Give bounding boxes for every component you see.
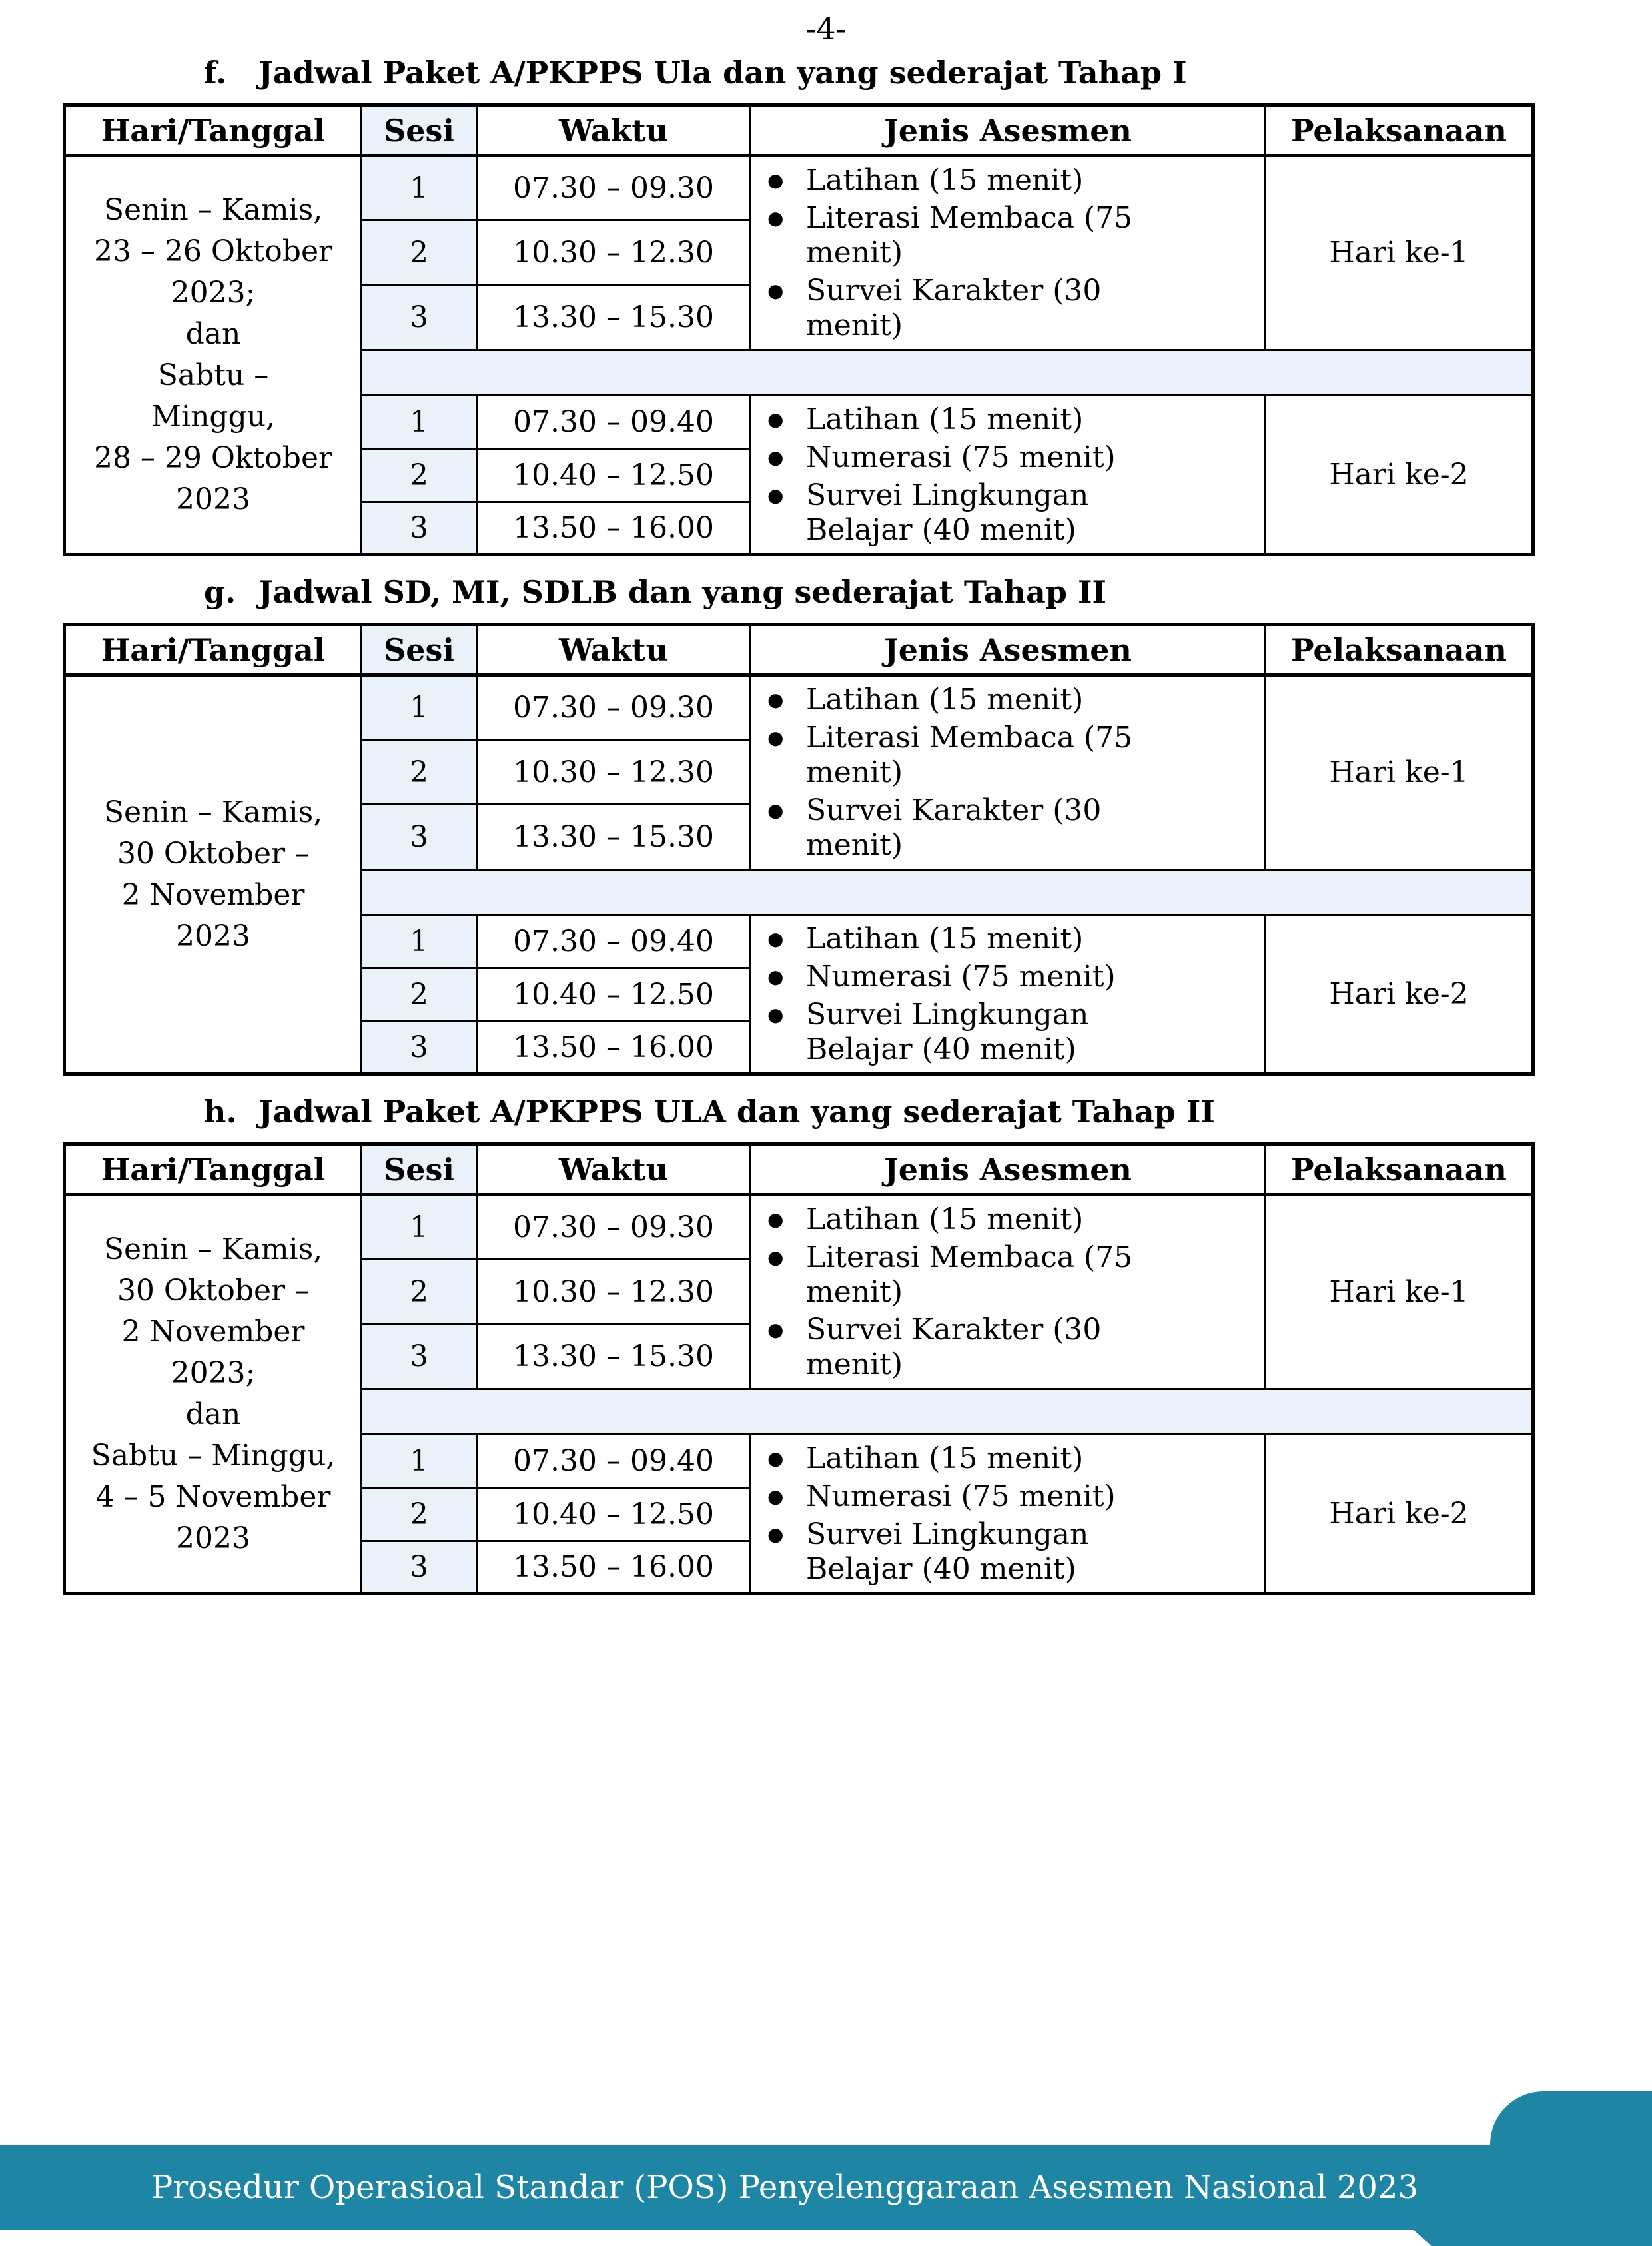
jenis-item: [767, 960, 1258, 994]
waktu-cell: 07.30 – 09.30: [477, 675, 751, 740]
waktu-cell: 13.30 – 15.30: [477, 285, 751, 350]
sesi-cell: 1: [362, 395, 477, 448]
section-heading-f: [204, 55, 1187, 91]
bullet-icon: ●: [767, 408, 784, 430]
hari-line: 2023: [176, 919, 250, 954]
bullet-icon: ●: [767, 689, 784, 711]
jenis-item: [767, 1240, 1258, 1310]
header-row: [65, 1144, 1533, 1195]
jenis-item-text: Latihan (15 menit): [806, 921, 1084, 956]
hari-line: 2 November: [121, 878, 305, 913]
schedule-table-f: [63, 103, 1535, 556]
jenis-item: [767, 1313, 1258, 1382]
waktu-cell: 13.30 – 15.30: [477, 805, 751, 869]
table-row: [65, 675, 1533, 740]
hari-line: 2023: [176, 1521, 250, 1556]
jenis-asesmen-cell: [751, 915, 1266, 1074]
hari-line: dan: [185, 1397, 241, 1432]
hari-tanggal-cell: [65, 1195, 362, 1594]
jenis-item: [767, 683, 1258, 717]
jenis-item-text: Literasi Membaca (75 menit): [806, 201, 1133, 270]
heading-letter: f.: [204, 55, 227, 91]
table-row: [65, 1195, 1533, 1260]
jenis-item: [767, 478, 1258, 548]
heading-letter: g.: [204, 574, 236, 610]
col-header-sesi: Sesi: [362, 1144, 477, 1195]
jenis-item: [767, 922, 1258, 956]
jenis-item-text: Numerasi (75 menit): [806, 959, 1116, 994]
sesi-cell: 1: [362, 156, 477, 220]
bullet-icon: ●: [767, 169, 784, 191]
sesi-cell: 3: [362, 1324, 477, 1389]
hari-line: Sabtu –: [157, 358, 269, 393]
sesi-cell: 1: [362, 1434, 477, 1487]
heading-title: Jadwal SD, MI, SDLB dan yang sederajat Tahap II: [258, 574, 1106, 610]
col-header-jenis-asesmen: Jenis Asesmen: [751, 1144, 1266, 1195]
col-header-pelaksanaan: Pelaksanaan: [1266, 625, 1533, 675]
sesi-cell: 3: [362, 285, 477, 350]
sesi-cell: 2: [362, 968, 477, 1021]
jenis-item-text: Literasi Membaca (75 menit): [806, 1240, 1133, 1309]
jenis-item: [767, 402, 1258, 437]
pelaksanaan-cell: Hari ke-1: [1266, 1195, 1533, 1389]
waktu-cell: 07.30 – 09.40: [477, 1434, 751, 1487]
col-header-pelaksanaan: Pelaksanaan: [1266, 105, 1533, 156]
col-header-sesi: Sesi: [362, 105, 477, 156]
bullet-icon: ●: [767, 446, 784, 468]
jenis-asesmen-cell: [751, 1434, 1266, 1594]
jenis-item: [767, 998, 1258, 1067]
waktu-cell: 13.50 – 16.00: [477, 1541, 751, 1594]
hari-line: 2 November: [121, 1315, 305, 1349]
jenis-asesmen-cell: [751, 1195, 1266, 1389]
hari-line: 30 Oktober –: [117, 837, 310, 871]
heading-title: Jadwal Paket A/PKPPS Ula dan yang sederajat Tahap I: [258, 55, 1187, 91]
hari-line: Senin – Kamis,: [103, 193, 323, 228]
sesi-cell: 2: [362, 740, 477, 805]
pelaksanaan-cell: Hari ke-2: [1266, 1434, 1533, 1594]
waktu-cell: 13.50 – 16.00: [477, 502, 751, 555]
waktu-cell: 13.30 – 15.30: [477, 1324, 751, 1389]
waktu-cell: 10.40 – 12.50: [477, 448, 751, 502]
jenis-item-text: Latihan (15 menit): [806, 683, 1084, 717]
hari-tanggal-cell: [65, 675, 362, 1074]
bullet-icon: ●: [767, 927, 784, 950]
section-heading-g: [204, 574, 1106, 610]
sesi-cell: 2: [362, 220, 477, 285]
footer-text: Prosedur Operasioal Standar (POS) Penyelenggaraan Asesmen Nasional 2023: [151, 2169, 1418, 2206]
jenis-item: [767, 721, 1258, 790]
bullet-icon: ●: [767, 1208, 784, 1230]
waktu-cell: 10.40 – 12.50: [477, 968, 751, 1021]
separator-cell: [362, 1389, 1533, 1434]
hari-line: Sabtu – Minggu,: [91, 1439, 336, 1473]
header-row: [65, 105, 1533, 156]
jenis-item: [767, 274, 1258, 343]
pelaksanaan-cell: Hari ke-2: [1266, 915, 1533, 1074]
col-header-hari-tanggal: Hari/Tanggal: [65, 625, 362, 675]
hari-line: 4 – 5 November: [95, 1480, 331, 1515]
hari-line: 28 – 29 Oktober: [93, 441, 333, 476]
hari-line: 23 – 26 Oktober: [93, 234, 333, 269]
jenis-item: [767, 793, 1258, 863]
bullet-icon: ●: [767, 1523, 784, 1545]
heading-letter: h.: [204, 1094, 237, 1130]
pelaksanaan-cell: Hari ke-2: [1266, 395, 1533, 555]
bullet-icon: ●: [767, 965, 784, 988]
waktu-cell: 13.50 – 16.00: [477, 1021, 751, 1074]
jenis-item: [767, 440, 1258, 475]
bullet-icon: ●: [767, 1246, 784, 1268]
hari-line: Senin – Kamis,: [103, 1232, 323, 1267]
sesi-cell: 1: [362, 915, 477, 968]
jenis-item-text: Survei Lingkungan Belajar (40 menit): [806, 1517, 1089, 1586]
separator-cell: [362, 869, 1533, 915]
jenis-item-text: Survei Lingkungan Belajar (40 menit): [806, 997, 1089, 1066]
waktu-cell: 10.30 – 12.30: [477, 1260, 751, 1324]
jenis-asesmen-cell: [751, 156, 1266, 350]
jenis-item-text: Survei Karakter (30 menit): [806, 273, 1102, 342]
hari-line: 2023: [176, 482, 250, 517]
col-header-hari-tanggal: Hari/Tanggal: [65, 1144, 362, 1195]
pelaksanaan-cell: Hari ke-1: [1266, 156, 1533, 350]
sesi-cell: 3: [362, 502, 477, 555]
schedule-table-h: [63, 1142, 1535, 1595]
page-number: -4-: [805, 11, 847, 47]
jenis-item-text: Survei Karakter (30 menit): [806, 1312, 1102, 1381]
jenis-item-text: Literasi Membaca (75 menit): [806, 721, 1133, 789]
bullet-icon: ●: [767, 484, 784, 506]
waktu-cell: 07.30 – 09.30: [477, 1195, 751, 1260]
hari-line: 2023;: [171, 1356, 256, 1391]
col-header-hari-tanggal: Hari/Tanggal: [65, 105, 362, 156]
schedule-table-g: [63, 623, 1535, 1076]
jenis-item-text: Latihan (15 menit): [806, 1441, 1084, 1475]
jenis-item: [767, 1441, 1258, 1476]
hari-line: 30 Oktober –: [117, 1274, 310, 1308]
waktu-cell: 10.30 – 12.30: [477, 220, 751, 285]
jenis-asesmen-cell: [751, 675, 1266, 870]
sesi-cell: 2: [362, 1260, 477, 1324]
table-row: [65, 156, 1533, 220]
waktu-cell: 07.30 – 09.40: [477, 915, 751, 968]
hari-line: Senin – Kamis,: [103, 795, 323, 830]
jenis-item-text: Numerasi (75 menit): [806, 1479, 1116, 1513]
separator-cell: [362, 350, 1533, 395]
section-heading-h: [204, 1094, 1215, 1130]
hari-line: 2023;: [171, 276, 256, 310]
bullet-icon: ●: [767, 799, 784, 821]
bullet-icon: ●: [767, 1485, 784, 1507]
sesi-cell: 1: [362, 675, 477, 740]
hari-line: dan: [185, 317, 241, 352]
col-header-waktu: Waktu: [477, 1144, 751, 1195]
waktu-cell: 10.40 – 12.50: [477, 1487, 751, 1541]
hari-line: Minggu,: [151, 400, 276, 434]
bullet-icon: ●: [767, 279, 784, 302]
header-row: [65, 625, 1533, 675]
jenis-item-text: Latihan (15 menit): [806, 163, 1084, 197]
footer-corner-wedge: [1412, 2229, 1652, 2246]
sesi-cell: 3: [362, 805, 477, 869]
col-header-jenis-asesmen: Jenis Asesmen: [751, 105, 1266, 156]
jenis-item: [767, 1479, 1258, 1514]
col-header-sesi: Sesi: [362, 625, 477, 675]
heading-title: Jadwal Paket A/PKPPS ULA dan yang sederajat Tahap II: [258, 1094, 1215, 1130]
sesi-cell: 3: [362, 1021, 477, 1074]
sesi-cell: 1: [362, 1195, 477, 1260]
bullet-icon: ●: [767, 207, 784, 229]
jenis-item-text: Latihan (15 menit): [806, 402, 1084, 436]
jenis-item: [767, 163, 1258, 198]
jenis-item-text: Numerasi (75 menit): [806, 440, 1116, 474]
bullet-icon: ●: [767, 1003, 784, 1026]
bullet-icon: ●: [767, 1318, 784, 1341]
pelaksanaan-cell: Hari ke-1: [1266, 675, 1533, 870]
jenis-item-text: Latihan (15 menit): [806, 1202, 1084, 1236]
jenis-item-text: Survei Karakter (30 menit): [806, 793, 1102, 862]
waktu-cell: 07.30 – 09.30: [477, 156, 751, 220]
jenis-item: [767, 201, 1258, 270]
col-header-waktu: Waktu: [477, 625, 751, 675]
jenis-item: [767, 1202, 1258, 1237]
bullet-icon: ●: [767, 727, 784, 749]
jenis-item: [767, 1517, 1258, 1587]
col-header-waktu: Waktu: [477, 105, 751, 156]
sesi-cell: 2: [362, 448, 477, 502]
jenis-item-text: Survei Lingkungan Belajar (40 menit): [806, 478, 1089, 547]
bullet-icon: ●: [767, 1447, 784, 1469]
col-header-pelaksanaan: Pelaksanaan: [1266, 1144, 1533, 1195]
waktu-cell: 07.30 – 09.40: [477, 395, 751, 448]
hari-tanggal-cell: [65, 156, 362, 555]
sesi-cell: 3: [362, 1541, 477, 1594]
sesi-cell: 2: [362, 1487, 477, 1541]
col-header-jenis-asesmen: Jenis Asesmen: [751, 625, 1266, 675]
waktu-cell: 10.30 – 12.30: [477, 740, 751, 805]
jenis-asesmen-cell: [751, 395, 1266, 555]
